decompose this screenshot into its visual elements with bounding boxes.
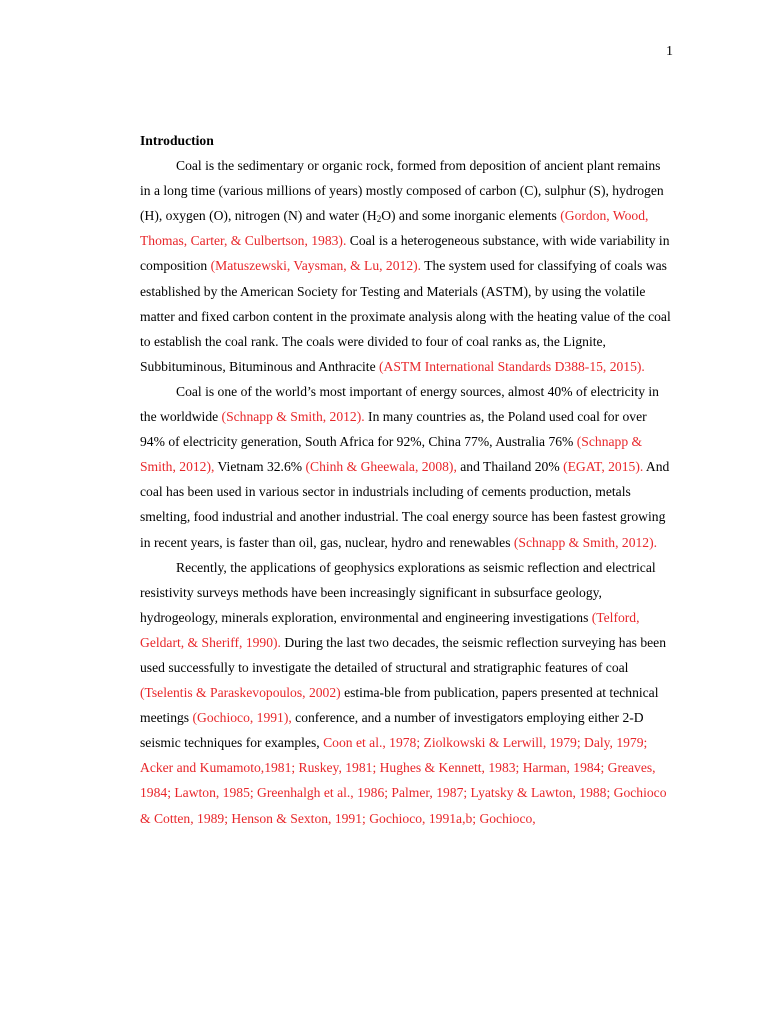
subscript: 2 (376, 214, 382, 225)
paragraph-text: Coal is the sedimentary or organic rock, formed from deposition of ancient plant remains in a long time (various millions of years) mostly composed of carbon (C), sulphur (S), hydrogen (H), oxygen (O), nitrogen (N) and water (H (140, 158, 664, 224)
citation: (Gordon, Wood, Thomas, Carter, & Culbertson, 1983). (140, 208, 649, 249)
document-body (140, 128, 672, 831)
citation: (Gochioco, 1991), (192, 710, 292, 726)
paragraph-text: and Thailand 20% (456, 459, 564, 475)
citation: (ASTM International Standards D388-15, 2015). (379, 358, 645, 374)
citation: (EGAT, 2015). (563, 459, 644, 475)
citation: (Schnapp & Smith, 2012), (140, 434, 643, 475)
paragraph-text: O) and some inorganic elements (381, 208, 561, 224)
section-heading: Introduction (140, 133, 214, 148)
paragraph-text: And coal has been used in various sector in industrials including of cements production, metals smelting, food industrial and another industrial. The coal energy source has been fastest growing in recent years, is faster than oil, gas, nuclear, hydro and renewables (140, 459, 670, 550)
page-number: 1 (666, 44, 673, 59)
paragraph-text: During the last two decades, the seismic reflection surveying has been used successfully to investigate the detailed of structural and stratigraphic features of coal (140, 634, 666, 675)
paragraph-text: In many countries as, the Poland used coal for over 94% of electricity generation, South Africa for 92%, China 77%, Australia 76% (140, 409, 647, 450)
paragraph-text: conference, and a number of investigators employing either 2-D seismic techniques for examples, (140, 710, 644, 751)
citation: (Matuszewski, Vaysman, & Lu, 2012). (210, 258, 422, 274)
paragraph-1 (140, 153, 672, 379)
paragraph-text: Vietnam 32.6% (214, 459, 306, 475)
citation: (Telford, Geldart, & Sheriff, 1990). (140, 609, 640, 650)
paragraph-text: Coal is a heterogeneous substance, with wide variability in composition (140, 233, 670, 274)
paragraph-text: estima-ble from publication, papers presented at technical meetings (140, 685, 659, 726)
paragraph-2 (140, 379, 672, 555)
citation: (Tselentis & Paraskevopoulos, 2002) (140, 685, 341, 701)
citation: Coon et al., 1978; Ziolkowski & Lerwill, 1979; Daly, 1979; Acker and Kumamoto,1981; Ruskey, 1981; Hughes & Kennett, 1983; Harman, 1984; Greaves, 1984; Lawton, 1985; Greenhalgh et al., 1986; Palmer, 1987; Lyatsky & Lawton, 1988; Gochioco & Cotten, 1989; Henson & Sexton, 1991; Gochioco, 1991a,b; Gochioco, (140, 735, 667, 826)
paragraph-3 (140, 555, 672, 831)
paragraph-text: Coal is one of the world’s most important of energy sources, almost 40% of electricity in the worldwide (140, 383, 659, 425)
paragraph-text: Recently, the applications of geophysics explorations as seismic reflection and electrical resistivity surveys methods have been increasingly significant in subsurface geology, hydrogeology, minerals exploration, environmental and engineering investigations (140, 559, 656, 625)
citation: (Schnapp & Smith, 2012). (221, 409, 365, 425)
citation: (Chinh & Gheewala, 2008), (305, 459, 457, 475)
paragraph-text: The system used for classifying of coals was established by the American Society for Testing and Materials (ASTM), by using the volatile matter and fixed carbon content in the proximate analysis along with the heating value of the coal to establish the coal rank. The coals were divided to four of coal ranks as, the Lignite, Subbituminous, Bituminous and Anthracite (140, 258, 671, 374)
citation: (Schnapp & Smith, 2012). (513, 534, 658, 550)
